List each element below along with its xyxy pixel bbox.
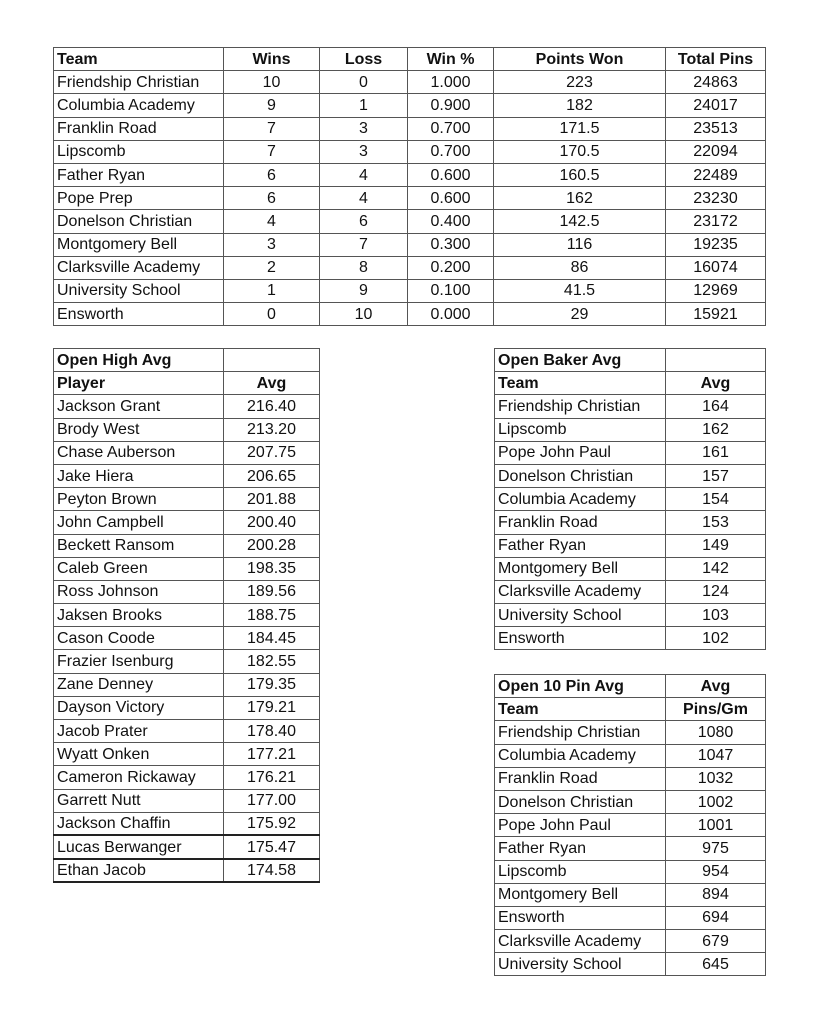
table-cell: 164: [666, 395, 766, 418]
table-row: [54, 117, 766, 140]
table-row: [54, 766, 320, 789]
table-cell: Father Ryan: [54, 163, 224, 186]
high-avg-title-blank: [224, 349, 320, 372]
table-row: [54, 187, 766, 210]
table-row: [495, 580, 766, 603]
table-row: [495, 534, 766, 557]
table-cell: 23230: [666, 187, 766, 210]
table-row: [54, 303, 766, 326]
table-cell: 4: [320, 163, 408, 186]
header-avg: Avg: [224, 372, 320, 395]
table-cell: 679: [666, 930, 766, 953]
standings-table: [53, 47, 766, 326]
table-cell: Friendship Christian: [495, 395, 666, 418]
table-cell: 174.58: [224, 859, 320, 882]
table-cell: 1032: [666, 767, 766, 790]
table-row: [54, 233, 766, 256]
table-cell: 23172: [666, 210, 766, 233]
table-cell: Montgomery Bell: [495, 883, 666, 906]
table-cell: 177.00: [224, 789, 320, 812]
table-cell: Montgomery Bell: [54, 233, 224, 256]
table-cell: 201.88: [224, 488, 320, 511]
table-cell: 0.100: [408, 279, 494, 302]
table-cell: Caleb Green: [54, 557, 224, 580]
baker-avg-title-blank: [666, 349, 766, 372]
table-cell: 160.5: [494, 163, 666, 186]
table-cell: 954: [666, 860, 766, 883]
table-cell: Ensworth: [495, 627, 666, 650]
table-cell: Ensworth: [54, 303, 224, 326]
table-cell: Franklin Road: [495, 767, 666, 790]
table-cell: 0: [224, 303, 320, 326]
table-cell: Donelson Christian: [495, 790, 666, 813]
table-row: [54, 464, 320, 487]
table-cell: 184.45: [224, 627, 320, 650]
table-cell: 189.56: [224, 580, 320, 603]
table-row: [495, 860, 766, 883]
table-cell: University School: [495, 953, 666, 976]
table-row: [495, 511, 766, 534]
tenpin-avg-title-row: [495, 675, 766, 698]
table-cell: 0.600: [408, 187, 494, 210]
baker-avg-table: [494, 348, 766, 650]
table-row: [495, 837, 766, 860]
standings-header-row: [54, 48, 766, 71]
table-cell: 124: [666, 580, 766, 603]
table-cell: 10: [320, 303, 408, 326]
table-cell: 0.200: [408, 256, 494, 279]
table-cell: Ensworth: [495, 906, 666, 929]
table-row: [495, 627, 766, 650]
baker-avg-title: Open Baker Avg: [495, 349, 666, 372]
table-cell: 8: [320, 256, 408, 279]
table-cell: Lipscomb: [54, 140, 224, 163]
table-cell: Father Ryan: [495, 837, 666, 860]
table-cell: Columbia Academy: [495, 488, 666, 511]
table-row: [495, 721, 766, 744]
table-row: [54, 140, 766, 163]
table-cell: 7: [224, 117, 320, 140]
table-cell: Pope Prep: [54, 187, 224, 210]
header-wins: Wins: [224, 48, 320, 71]
table-cell: Donelson Christian: [54, 210, 224, 233]
table-cell: 1080: [666, 721, 766, 744]
table-cell: Donelson Christian: [495, 464, 666, 487]
table-cell: 6: [224, 187, 320, 210]
table-cell: 170.5: [494, 140, 666, 163]
table-row: [54, 488, 320, 511]
table-cell: Jacob Prater: [54, 720, 224, 743]
table-cell: Franklin Road: [495, 511, 666, 534]
table-cell: 162: [494, 187, 666, 210]
table-cell: Lipscomb: [495, 860, 666, 883]
table-cell: Clarksville Academy: [495, 580, 666, 603]
table-cell: Cason Coode: [54, 627, 224, 650]
table-cell: Columbia Academy: [54, 94, 224, 117]
table-row: [495, 395, 766, 418]
table-cell: 206.65: [224, 464, 320, 487]
table-cell: 7: [224, 140, 320, 163]
table-row: [54, 210, 766, 233]
table-cell: 894: [666, 883, 766, 906]
table-cell: 16074: [666, 256, 766, 279]
table-cell: 0: [320, 71, 408, 94]
table-row: [54, 812, 320, 835]
table-row: [54, 418, 320, 441]
table-row: [495, 906, 766, 929]
table-cell: 179.21: [224, 696, 320, 719]
table-cell: 142.5: [494, 210, 666, 233]
table-cell: 154: [666, 488, 766, 511]
high-avg-title-row: [54, 349, 320, 372]
table-cell: 9: [320, 279, 408, 302]
table-cell: 9: [224, 94, 320, 117]
table-cell: 207.75: [224, 441, 320, 464]
table-cell: Friendship Christian: [54, 71, 224, 94]
table-cell: Columbia Academy: [495, 744, 666, 767]
table-cell: 4: [224, 210, 320, 233]
table-cell: 7: [320, 233, 408, 256]
header-loss: Loss: [320, 48, 408, 71]
table-cell: 1047: [666, 744, 766, 767]
table-cell: Franklin Road: [54, 117, 224, 140]
header-points-won: Points Won: [494, 48, 666, 71]
table-cell: John Campbell: [54, 511, 224, 534]
table-cell: 175.92: [224, 812, 320, 835]
table-cell: 213.20: [224, 418, 320, 441]
table-cell: Brody West: [54, 418, 224, 441]
table-cell: 2: [224, 256, 320, 279]
table-cell: Jackson Chaffin: [54, 812, 224, 835]
table-cell: 161: [666, 441, 766, 464]
header-avg: Avg: [666, 372, 766, 395]
table-cell: 157: [666, 464, 766, 487]
table-cell: Wyatt Onken: [54, 743, 224, 766]
table-cell: 0.400: [408, 210, 494, 233]
table-cell: 975: [666, 837, 766, 860]
table-cell: Peyton Brown: [54, 488, 224, 511]
table-row: [54, 71, 766, 94]
table-row: [54, 720, 320, 743]
table-row: [54, 673, 320, 696]
table-row: [54, 395, 320, 418]
header-team: Team: [54, 48, 224, 71]
table-row: [54, 557, 320, 580]
table-cell: 178.40: [224, 720, 320, 743]
high-avg-table: [53, 348, 320, 883]
table-cell: Frazier Isenburg: [54, 650, 224, 673]
header-win-pct: Win %: [408, 48, 494, 71]
table-row: [495, 744, 766, 767]
table-cell: 188.75: [224, 604, 320, 627]
table-row: [495, 814, 766, 837]
table-cell: Montgomery Bell: [495, 557, 666, 580]
table-cell: Jake Hiera: [54, 464, 224, 487]
table-cell: 86: [494, 256, 666, 279]
table-cell: 0.700: [408, 140, 494, 163]
table-row: [495, 930, 766, 953]
table-row: [54, 163, 766, 186]
table-row: [54, 604, 320, 627]
table-row: [495, 441, 766, 464]
table-cell: Ethan Jacob: [54, 859, 224, 882]
table-row: [495, 464, 766, 487]
table-row: [54, 627, 320, 650]
table-cell: Ross Johnson: [54, 580, 224, 603]
high-avg-title: Open High Avg: [54, 349, 224, 372]
table-cell: University School: [495, 604, 666, 627]
table-cell: Lipscomb: [495, 418, 666, 441]
table-cell: Pope John Paul: [495, 814, 666, 837]
table-row: [54, 835, 320, 858]
table-cell: 4: [320, 187, 408, 210]
baker-avg-title-row: [495, 349, 766, 372]
table-cell: 176.21: [224, 766, 320, 789]
table-row: [495, 418, 766, 441]
table-cell: 3: [320, 140, 408, 163]
table-cell: 22094: [666, 140, 766, 163]
table-cell: 22489: [666, 163, 766, 186]
header-team: Team: [495, 698, 666, 721]
table-cell: 216.40: [224, 395, 320, 418]
table-cell: 223: [494, 71, 666, 94]
table-cell: 0.700: [408, 117, 494, 140]
table-cell: 0.300: [408, 233, 494, 256]
header-pins-per-game: Pins/Gm: [666, 698, 766, 721]
table-cell: Clarksville Academy: [54, 256, 224, 279]
table-row: [495, 953, 766, 976]
table-cell: Dayson Victory: [54, 696, 224, 719]
high-avg-header-row: [54, 372, 320, 395]
table-cell: 1.000: [408, 71, 494, 94]
table-cell: 177.21: [224, 743, 320, 766]
table-cell: 694: [666, 906, 766, 929]
table-row: [495, 790, 766, 813]
table-cell: 15921: [666, 303, 766, 326]
table-row: [495, 557, 766, 580]
table-cell: 24863: [666, 71, 766, 94]
table-row: [54, 534, 320, 557]
table-cell: 102: [666, 627, 766, 650]
table-cell: Friendship Christian: [495, 721, 666, 744]
table-cell: 0.000: [408, 303, 494, 326]
table-cell: Father Ryan: [495, 534, 666, 557]
table-cell: 198.35: [224, 557, 320, 580]
tenpin-avg-title-avg: Avg: [666, 675, 766, 698]
table-cell: 29: [494, 303, 666, 326]
table-cell: Clarksville Academy: [495, 930, 666, 953]
table-row: [54, 279, 766, 302]
table-cell: 149: [666, 534, 766, 557]
table-cell: Jaksen Brooks: [54, 604, 224, 627]
table-cell: 1: [224, 279, 320, 302]
table-row: [54, 256, 766, 279]
table-cell: 171.5: [494, 117, 666, 140]
table-cell: 3: [320, 117, 408, 140]
table-cell: Garrett Nutt: [54, 789, 224, 812]
table-cell: University School: [54, 279, 224, 302]
table-cell: 1001: [666, 814, 766, 837]
table-cell: 10: [224, 71, 320, 94]
table-cell: 153: [666, 511, 766, 534]
table-cell: 19235: [666, 233, 766, 256]
table-cell: 182: [494, 94, 666, 117]
table-cell: Jackson Grant: [54, 395, 224, 418]
table-row: [54, 650, 320, 673]
table-cell: 0.900: [408, 94, 494, 117]
header-team: Team: [495, 372, 666, 395]
table-cell: 162: [666, 418, 766, 441]
table-row: [54, 580, 320, 603]
table-cell: 200.40: [224, 511, 320, 534]
table-cell: 24017: [666, 94, 766, 117]
table-cell: Lucas Berwanger: [54, 835, 224, 858]
table-cell: 0.600: [408, 163, 494, 186]
table-cell: Pope John Paul: [495, 441, 666, 464]
table-cell: 200.28: [224, 534, 320, 557]
table-row: [54, 511, 320, 534]
table-row: [54, 441, 320, 464]
table-cell: 1: [320, 94, 408, 117]
header-player: Player: [54, 372, 224, 395]
table-row: [54, 696, 320, 719]
table-cell: Beckett Ransom: [54, 534, 224, 557]
table-cell: 3: [224, 233, 320, 256]
table-cell: 116: [494, 233, 666, 256]
table-cell: 103: [666, 604, 766, 627]
table-row: [54, 789, 320, 812]
table-row: [54, 743, 320, 766]
table-cell: 182.55: [224, 650, 320, 673]
table-row: [495, 604, 766, 627]
table-cell: 179.35: [224, 673, 320, 696]
table-cell: 6: [224, 163, 320, 186]
tenpin-avg-title: Open 10 Pin Avg: [495, 675, 666, 698]
table-row: [495, 488, 766, 511]
table-cell: 6: [320, 210, 408, 233]
table-cell: Chase Auberson: [54, 441, 224, 464]
table-row: [54, 859, 320, 882]
tenpin-avg-header-row: [495, 698, 766, 721]
table-row: [495, 767, 766, 790]
table-cell: 1002: [666, 790, 766, 813]
table-cell: 23513: [666, 117, 766, 140]
table-cell: Cameron Rickaway: [54, 766, 224, 789]
table-row: [54, 94, 766, 117]
table-cell: 175.47: [224, 835, 320, 858]
tenpin-avg-table: [494, 674, 766, 976]
table-cell: 142: [666, 557, 766, 580]
baker-avg-header-row: [495, 372, 766, 395]
table-row: [495, 883, 766, 906]
table-cell: Zane Denney: [54, 673, 224, 696]
table-cell: 645: [666, 953, 766, 976]
header-total-pins: Total Pins: [666, 48, 766, 71]
table-cell: 12969: [666, 279, 766, 302]
table-cell: 41.5: [494, 279, 666, 302]
